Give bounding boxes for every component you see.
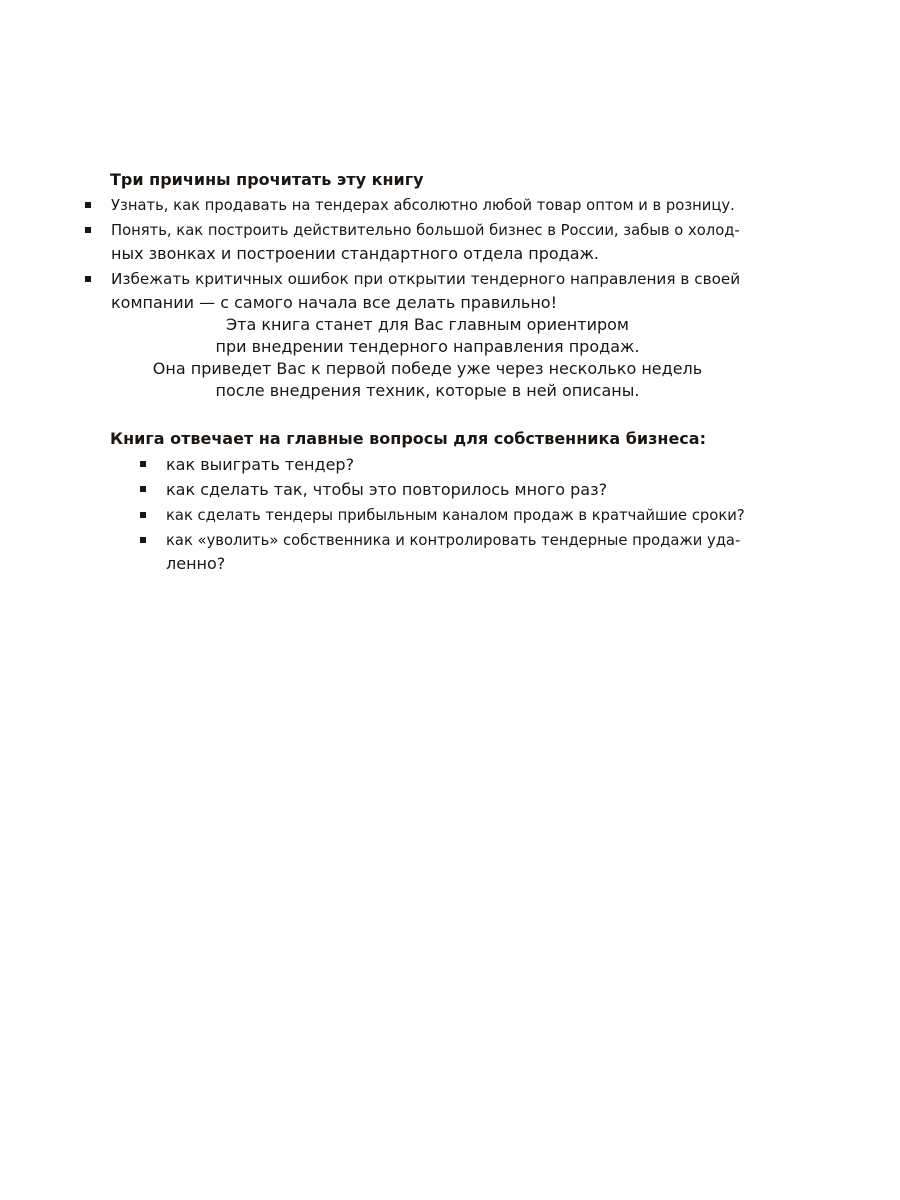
square-bullet-icon: [140, 537, 146, 543]
centered-statement: [110, 314, 745, 402]
reason-text-cont: ных звонках и построении стандартного отдела продаж.: [111, 244, 600, 263]
section-heading-questions: Книга отвечает на главные вопросы для собственника бизнеса:: [110, 429, 706, 448]
question-text: как выиграть тендер?: [166, 455, 355, 474]
reason-item: [85, 268, 745, 314]
square-bullet-icon: [85, 276, 91, 282]
centered-line: при внедрении тендерного направления продаж.: [215, 337, 640, 356]
reason-text-cont: компании — с самого начала все делать правильно!: [111, 293, 557, 312]
question-item: [140, 478, 745, 501]
question-text: как «уволить» собственника и контролировать тендерные продажи уда-: [166, 532, 741, 549]
question-text: как сделать тендеры прибыльным каналом продаж в кратчайшие сроки?: [166, 507, 745, 524]
question-item: [140, 529, 745, 575]
square-bullet-icon: [85, 202, 91, 208]
square-bullet-icon: [85, 227, 91, 233]
section-heading-reasons: Три причины прочитать эту книгу: [110, 170, 424, 189]
centered-line: после внедрения техник, которые в ней описаны.: [215, 381, 640, 400]
square-bullet-icon: [140, 461, 146, 467]
question-text-cont: ленно?: [166, 554, 226, 573]
reason-text: Узнать, как продавать на тендерах абсолютно любой товар оптом и в розницу.: [111, 197, 735, 214]
square-bullet-icon: [140, 486, 146, 492]
question-text: как сделать так, чтобы это повторилось много раз?: [166, 480, 608, 499]
question-item: [140, 504, 745, 527]
centered-line: Эта книга станет для Вас главным ориентиром: [226, 315, 629, 334]
square-bullet-icon: [140, 512, 146, 518]
reason-text: Понять, как построить действительно большой бизнес в России, забыв о холод-: [111, 222, 740, 239]
reason-item: [85, 219, 745, 265]
reason-text: Избежать критичных ошибок при открытии тендерного направления в своей: [111, 270, 741, 288]
reason-item: [85, 194, 745, 217]
centered-line: Она приведет Вас к первой победе уже через несколько недель: [152, 359, 703, 378]
question-item: [140, 453, 745, 476]
